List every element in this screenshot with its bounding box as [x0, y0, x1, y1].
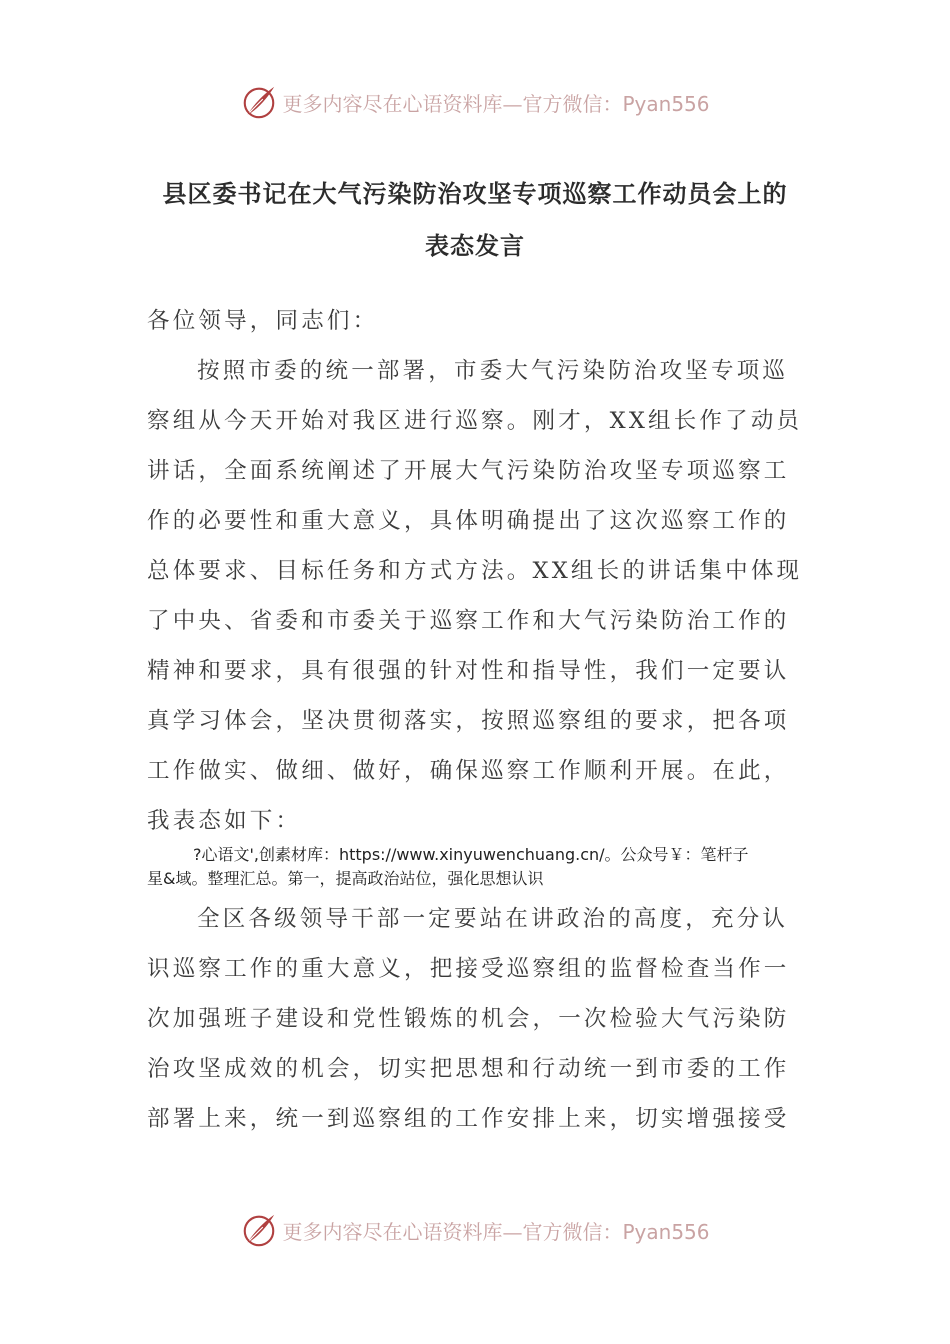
quill-circle-icon — [240, 83, 278, 121]
footer-banner — [0, 1208, 950, 1252]
header-banner — [0, 80, 950, 124]
paragraph-line: 讲话，全面系统阐述了开展大气污染防治攻坚专项巡察工 — [147, 458, 790, 484]
paragraph-line: 全区各级领导干部一定要站在讲政治的高度，充分认 — [197, 906, 789, 932]
quill-circle-icon — [240, 1211, 278, 1249]
document-title-line-1: 县区委书记在大气污染防治攻坚专项巡察工作动员会上的 — [162, 180, 788, 208]
paragraph-line: 作的必要性和重大意义，具体明确提出了这次巡察工作的 — [147, 508, 790, 534]
paragraph-line: 治攻坚成效的机会，切实把思想和行动统一到市委的工作 — [147, 1056, 790, 1082]
paragraph-line: 次加强班子建设和党性锻炼的机会，一次检验大气污染防 — [147, 1006, 790, 1032]
paragraph-line: 真学习体会，坚决贯彻落实，按照巡察组的要求，把各项 — [147, 708, 790, 734]
banner-text: 更多内容尽在心语资料库—官方微信：Pyan556 — [282, 91, 710, 116]
source-note-line-2: 星&域。整理汇总。第一，提高政治站位，强化思想认识 — [147, 869, 544, 888]
paragraph-line: 精神和要求，具有很强的针对性和指导性，我们一定要认 — [147, 658, 790, 684]
paragraph-line: 总体要求、目标任务和方式方法。XX组长的讲话集中体现 — [147, 558, 803, 584]
wechat-id: Pyan556 — [622, 91, 710, 116]
wechat-id: Pyan556 — [622, 1219, 710, 1244]
paragraph-line: 按照市委的统一部署，市委大气污染防治攻坚专项巡 — [197, 358, 789, 384]
document-title-line-2: 表态发言 — [425, 232, 525, 260]
salutation: 各位领导，同志们： — [147, 308, 379, 334]
paragraph-line: 工作做实、做细、做好，确保巡察工作顺利开展。在此， — [147, 758, 790, 784]
banner-text: 更多内容尽在心语资料库—官方微信：Pyan556 — [282, 1219, 710, 1244]
source-note-line-1: ?心语文',创素材库：https://www.xinyuwenchuang.cn/。公众号￥：笔杆子 — [193, 845, 749, 864]
paragraph-line: 识巡察工作的重大意义，把接受巡察组的监督检查当作一 — [147, 956, 790, 982]
paragraph-line: 部署上来，统一到巡察组的工作安排上来，切实增强接受 — [147, 1106, 790, 1132]
paragraph-line: 我表态如下： — [147, 808, 302, 834]
paragraph-line: 了中央、省委和市委关于巡察工作和大气污染防治工作的 — [147, 608, 790, 634]
paragraph-line: 察组从今天开始对我区进行巡察。刚才，XX组长作了动员 — [147, 408, 803, 434]
